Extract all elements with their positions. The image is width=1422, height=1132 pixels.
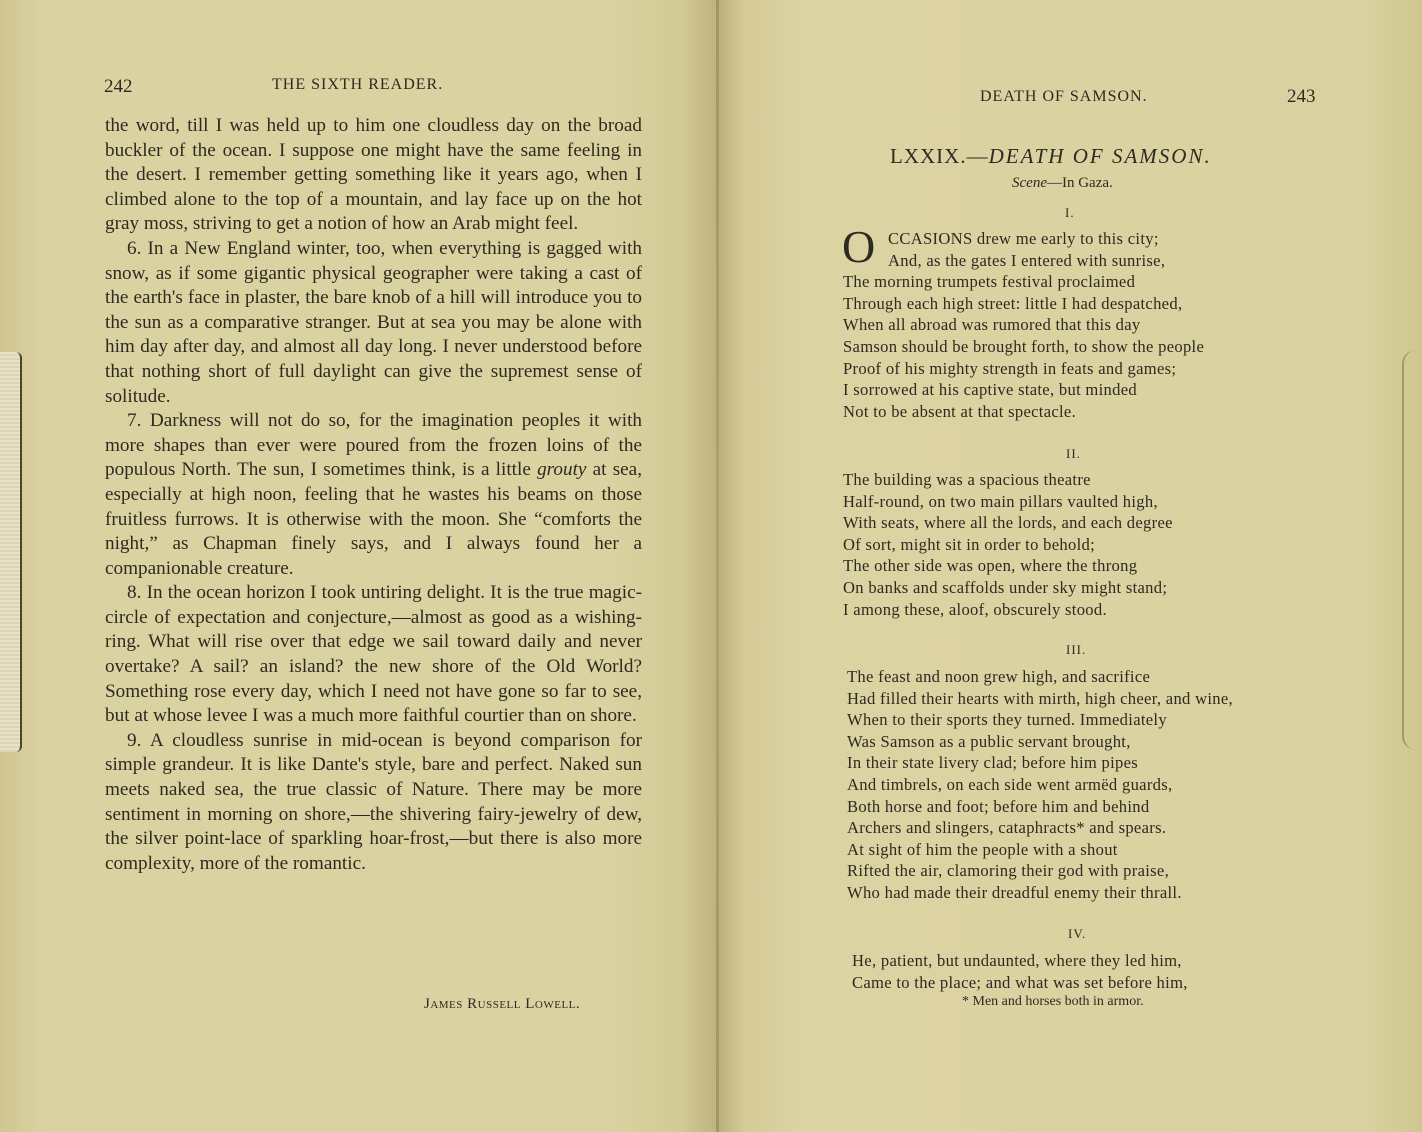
stanza-number-1: I. bbox=[1065, 205, 1075, 220]
chapter-title bbox=[890, 144, 1212, 169]
right-running-head: DEATH OF SAMSON. bbox=[980, 88, 1148, 105]
verse-line: With seats, where all the lords, and each degree bbox=[843, 513, 1173, 533]
verse-line: I among these, aloof, obscurely stood. bbox=[843, 599, 1107, 619]
paragraph-9: 9. A cloudless sunrise in mid-ocean is beyond comparison for simple grandeur. It is like Dante's style, bare and perfect. Naked sun meets naked sea, the true classic of Nature. There may be more sentiment in morning on shore,—the shivering fairy-jewelry of dew, the silver point-lace of sparkling hoar-frost,—but there is also more complexity, more of the romantic. bbox=[105, 729, 642, 874]
paragraph-7-text-b: at sea, especially at high noon, feeling that he wastes his beams on those fruitless furrows. It is otherwise with the moon. She “comforts the night,” as Chapman finely says, and I always found her a companionable creature. bbox=[105, 459, 642, 579]
verse-line: Was Samson as a public servant brought, bbox=[847, 731, 1131, 751]
verse-line: Of sort, might sit in order to behold; bbox=[843, 534, 1095, 554]
verse-line: The morning trumpets festival proclaimed bbox=[843, 272, 1136, 292]
book-gutter bbox=[716, 0, 719, 1132]
verse-line: At sight of him the people with a shout bbox=[847, 839, 1118, 859]
verse-line: Came to the place; and what was set before him, bbox=[852, 972, 1188, 992]
left-running-head: THE SIXTH READER. bbox=[272, 76, 444, 93]
verse-line: Who had made their dreadful enemy their thrall. bbox=[847, 882, 1182, 902]
paragraph-7-italic-word: grouty bbox=[537, 459, 587, 481]
verse-line: Not to be absent at that spectacle. bbox=[843, 401, 1077, 421]
verse-line: CCASIONS drew me early to this city; bbox=[888, 229, 1159, 248]
chapter-number: LXXIX.— bbox=[890, 144, 989, 168]
author-signature: James Russell Lowell. bbox=[424, 996, 581, 1012]
stanza-1 bbox=[843, 228, 1204, 422]
verse-line: Rifted the air, clamoring their god with praise, bbox=[847, 861, 1170, 881]
verse-line: And, as the gates I entered with sunrise, bbox=[888, 250, 1166, 270]
verse-line: Had filled their hearts with mirth, high cheer, and wine, bbox=[847, 688, 1233, 708]
verse-line: Half-round, on two main pillars vaulted high, bbox=[843, 491, 1158, 511]
stanza-3 bbox=[847, 666, 1233, 904]
verse-line: The feast and noon grew high, and sacrifice bbox=[847, 667, 1151, 686]
verse-line: And timbrels, on each side went armëd guards, bbox=[847, 774, 1173, 794]
right-page-number: 243 bbox=[1287, 86, 1316, 107]
verse-line: Through each high street: little I had despatched, bbox=[843, 293, 1183, 313]
verse-line: When all abroad was rumored that this day bbox=[843, 315, 1141, 335]
verse-line: Samson should be brought forth, to show the people bbox=[843, 336, 1205, 356]
scene-text: —In Gaza. bbox=[1046, 175, 1113, 191]
drop-cap: O bbox=[842, 221, 876, 272]
bookmark-ribbon bbox=[0, 352, 22, 752]
verse-line: Archers and slingers, cataphracts* and spears. bbox=[847, 818, 1167, 838]
verse-line: In their state livery clad; before him pipes bbox=[847, 753, 1139, 773]
paragraph-continued: the word, till I was held up to him one cloudless day on the broad buckler of the ocean. I suppose one might have the same feeling in the desert. I remember getting something like it years ago, when I climbed alone to the top of a mountain, and lay face up on the hot gray moss, striving to get a notion of how an Arab might feel. bbox=[105, 115, 642, 235]
page-edge-shadow bbox=[1402, 350, 1422, 750]
paragraph-7-text-a: 7. Darkness will not do so, for the imagination peoples it with more shapes than ever were poured from the frozen loins of the populous North. The sun, I sometimes think, is a little bbox=[105, 410, 642, 481]
stanza-4 bbox=[852, 950, 1188, 993]
verse-line: On banks and scaffolds under sky might stand; bbox=[843, 577, 1168, 597]
stanza-number-4: IV. bbox=[1068, 926, 1087, 941]
paragraph-7 bbox=[105, 409, 642, 581]
verse-line: When to their sports they turned. Immediately bbox=[847, 710, 1167, 730]
paragraph-6: 6. In a New England winter, too, when everything is gagged with snow, as if some gigantic physical geographer were taking a cast of the earth's face in plaster, the bare knob of a hill will introduce you to the sun as a comparative stranger. But at sea you may be alone with him day after day, and almost all day long. I never understood before that nothing short of full daylight can give the supremest sense of solitude. bbox=[105, 237, 642, 407]
verse-line: Both horse and foot; before him and behind bbox=[847, 796, 1150, 816]
verse-line: I sorrowed at his captive state, but minded bbox=[843, 380, 1137, 400]
paragraph-8: 8. In the ocean horizon I took untiring delight. It is the true magic-circle of expectation and conjecture,—almost as good as a wishing-ring. What will rise over that edge we sail toward daily and never overtake? A sail? an island? the new shore of the Old World? Something rose every day, which I need not have gone so far to see, but at whose levee I was a much more faithful courtier than on shore. bbox=[105, 582, 642, 727]
scene-label: Scene bbox=[1012, 175, 1047, 191]
left-page-number: 242 bbox=[104, 76, 133, 97]
verse-line: The other side was open, where the throng bbox=[843, 556, 1138, 576]
chapter-title-text: DEATH OF SAMSON. bbox=[988, 144, 1212, 168]
stanza-number-3: III. bbox=[1066, 642, 1087, 657]
left-page-body bbox=[105, 114, 642, 876]
verse-line: Proof of his mighty strength in feats and games; bbox=[843, 358, 1177, 378]
verse-line: He, patient, but undaunted, where they led him, bbox=[852, 951, 1182, 970]
scene-line bbox=[1012, 175, 1113, 192]
stanza-number-2: II. bbox=[1066, 446, 1081, 461]
verse-line: The building was a spacious theatre bbox=[843, 470, 1091, 489]
footnote: * Men and horses both in armor. bbox=[962, 994, 1144, 1009]
stanza-2 bbox=[843, 469, 1173, 620]
